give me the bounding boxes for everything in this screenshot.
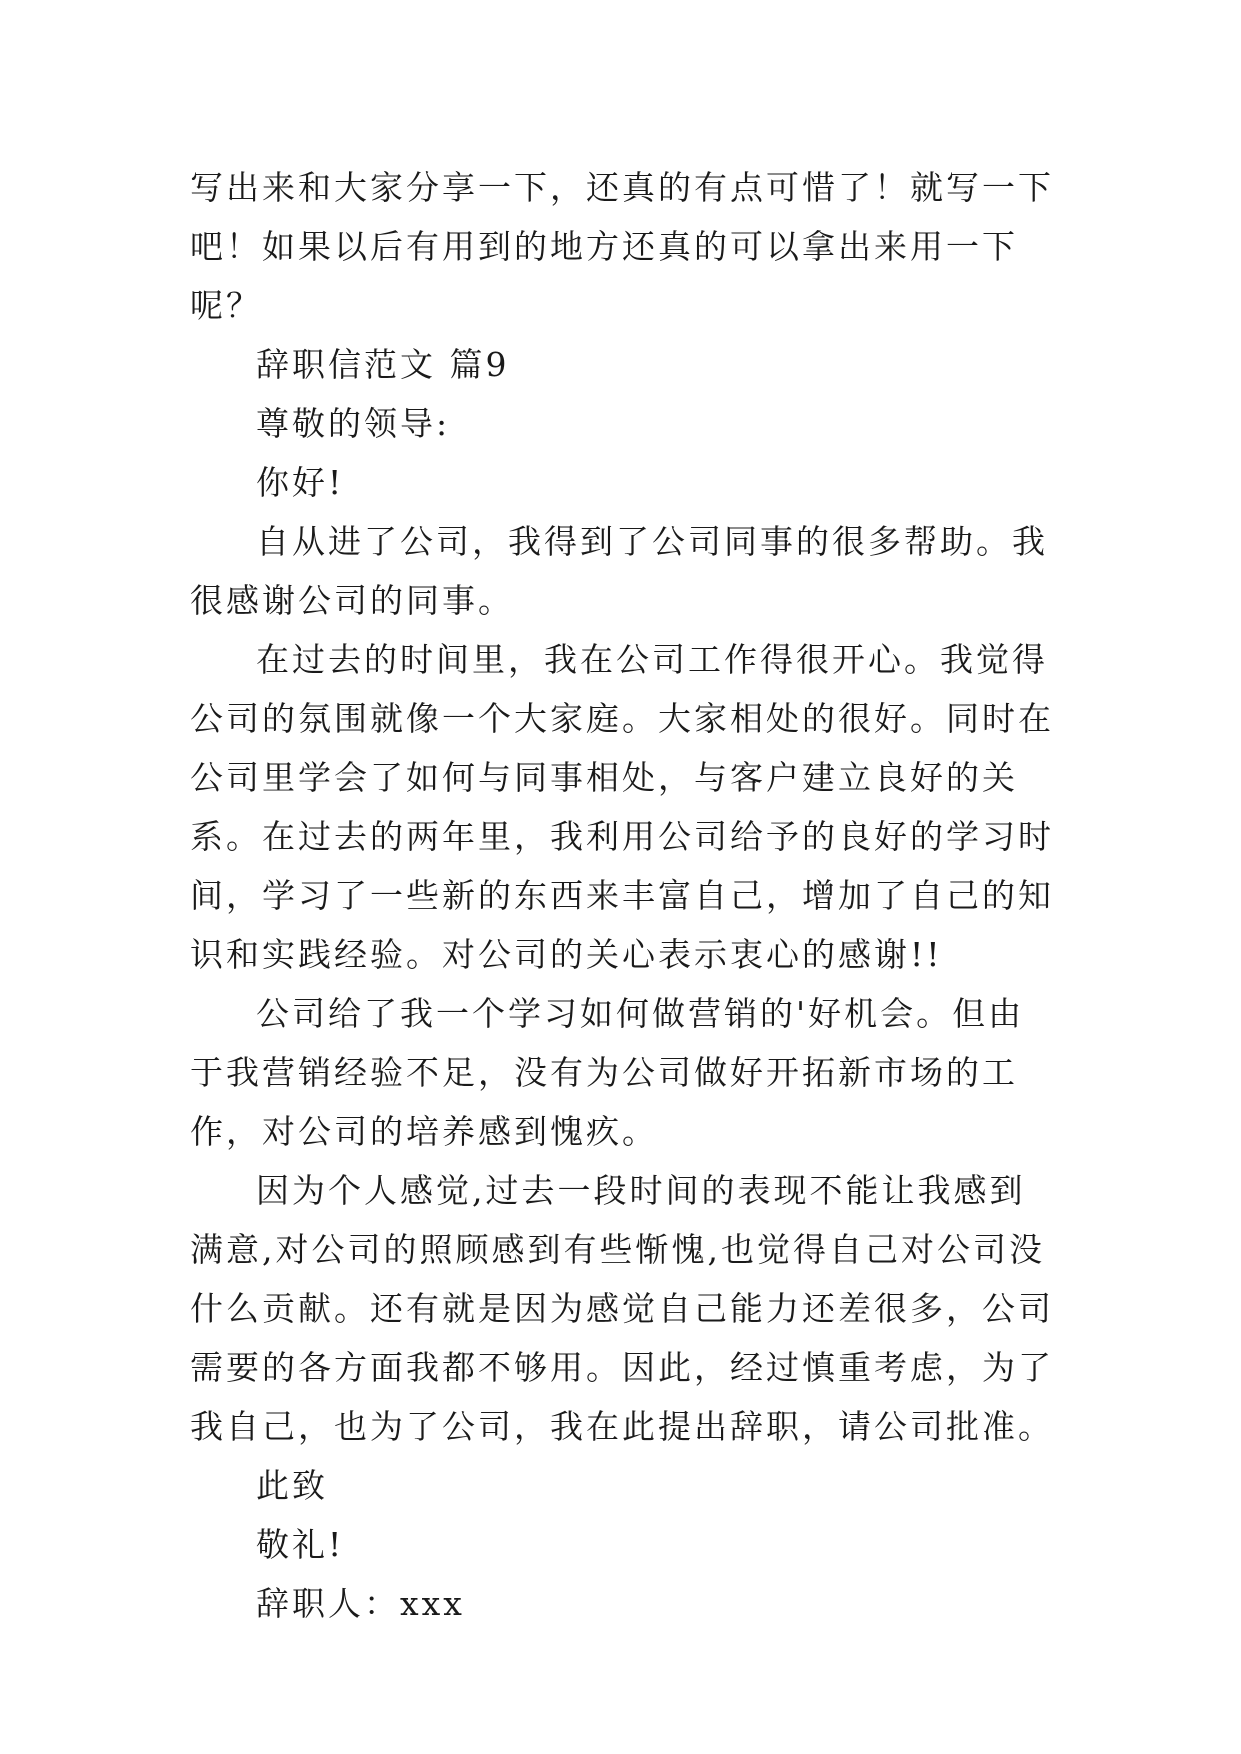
closing-salute: 敬礼! xyxy=(256,1525,345,1564)
body-paragraph-2: 在过去的时间里，我在公司工作得很开心。我觉得公司的氛围就像一个大家庭。大家相处的很好。同时在公司里学会了如何与同事相处，与客户建立良好的关系。在过去的两年里，我利用公司给予的良好的学习时间，学习了一些新的东西来丰富自己，增加了自己的知识和实践经验。对公司的关心表示衷心的感谢!! xyxy=(190,640,1054,974)
greeting: 你好! xyxy=(256,463,345,502)
salutation: 尊敬的领导: xyxy=(256,404,451,443)
signature: 辞职人：xxx xyxy=(256,1584,465,1623)
body-paragraph-4: 因为个人感觉,过去一段时间的表现不能让我感到满意,对公司的照顾感到有些惭愧,也觉得自己对公司没什么贡献。还有就是因为感觉自己能力还差很多，公司需要的各方面我都不够用。因此，经过慎重考虑，为了我自己，也为了公司，我在此提出辞职，请公司批准。 xyxy=(190,1171,1054,1446)
body-paragraph-1: 自从进了公司，我得到了公司同事的很多帮助。我很感谢公司的同事。 xyxy=(190,522,1048,620)
closing-phrase: 此致 xyxy=(256,1466,328,1505)
continuation-paragraph: 写出来和大家分享一下，还真的有点可惜了！就写一下吧！如果以后有用到的地方还真的可以拿出来用一下呢？ xyxy=(190,168,1054,325)
body-paragraph-3: 公司给了我一个学习如何做营销的'好机会。但由于我营销经验不足，没有为公司做好开拓新市场的工作，对公司的培养感到愧疚。 xyxy=(190,994,1025,1151)
section-title: 辞职信范文 篇9 xyxy=(256,345,510,384)
letter-body xyxy=(190,158,1055,1633)
